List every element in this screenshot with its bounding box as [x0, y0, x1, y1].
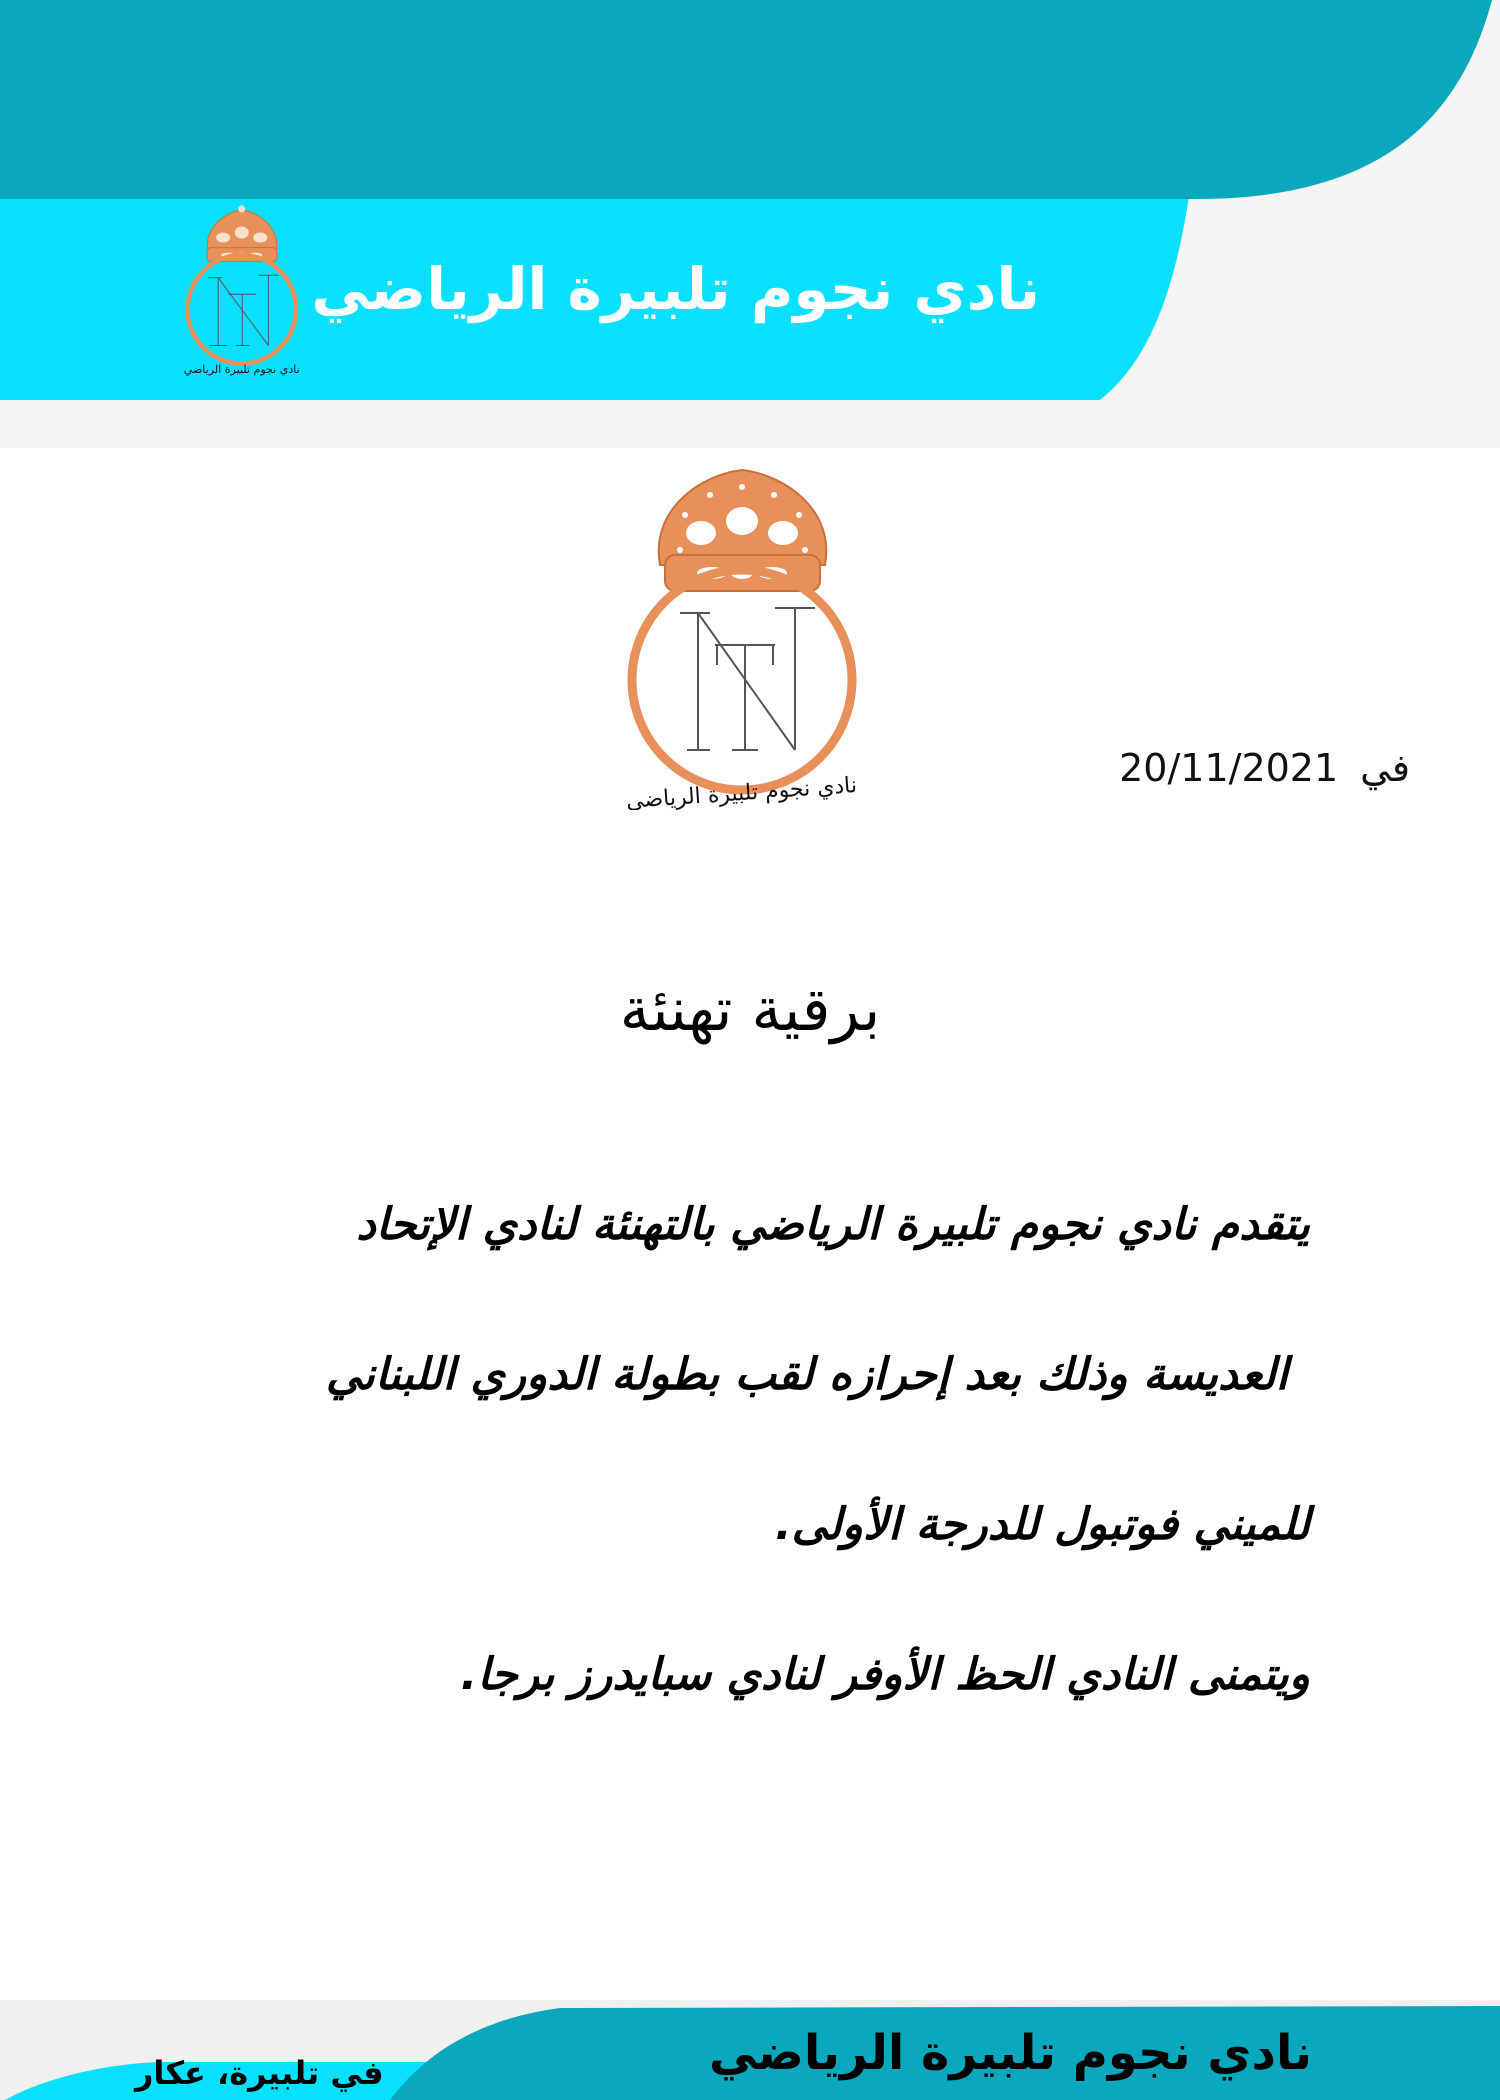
date-value: 20/11/2021: [1119, 746, 1339, 790]
document-logo: [615, 455, 870, 810]
letter-date: [1119, 744, 1410, 792]
body-line: يتقدم نادي نجوم تلبيرة الرياضي بالتهنئة لنادي الإتحاد: [356, 1199, 1310, 1250]
date-prefix: في: [1360, 746, 1410, 790]
body-line: ويتمنى النادي الحظ الأوفر لنادي سبايدرز برجا.: [460, 1649, 1310, 1700]
footer-club-name: نادي نجوم تلبيرة الرياضي: [708, 2025, 1312, 2081]
footer-location: في تلبيرة، عكار: [135, 2054, 384, 2092]
body-line: للميني فوتبول للدرجة الأولى.: [774, 1499, 1310, 1550]
crown-monogram-logo-icon: [178, 198, 306, 380]
letter-body: [160, 1195, 1310, 1795]
header-logo: [178, 198, 306, 380]
letter-title: برقية تهنئة: [619, 975, 881, 1045]
letterhead-header: [0, 0, 1500, 448]
crown-monogram-logo-icon: [615, 455, 870, 810]
header-club-name: نادي نجوم تلبيرة الرياضي: [311, 255, 1040, 323]
logo-caption: نادي نجوم تلبيرة الرياضي: [625, 772, 858, 810]
letterhead-footer: [0, 2000, 1500, 2100]
body-line: العديسة وذلك بعد إحرازه لقب بطولة الدوري اللبناني: [325, 1349, 1288, 1400]
logo-caption: نادي نجوم تلبيرة الرياضي: [183, 363, 300, 377]
